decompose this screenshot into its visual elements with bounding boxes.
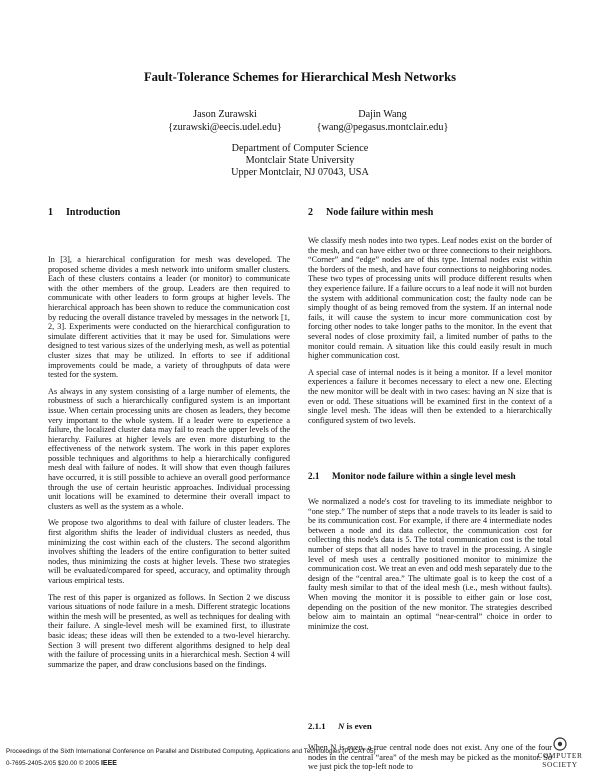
- section-title-var: N: [338, 721, 345, 731]
- computer-society-logo: [528, 737, 592, 769]
- section-heading-monitor-single: [308, 471, 516, 481]
- footer-isbn: 0-7695-2405-2/05 $20.00 © 2005: [6, 760, 100, 767]
- paragraph: We propose two algorithms to deal with failure of cluster leaders. The first algorithm shifts the leader of individual clusters as needed, thus minimizing the cost within each of the clusters. The second algorithm involves shifting the leaders of the entire configuration to better suited nodes, thus minimizing the costs at higher levels. These two strategies will be evaluated/compared for speed, accuracy, and optimality through various empirical tests.: [48, 518, 290, 585]
- author-email: {wang@pegasus.montclair.edu}: [316, 122, 449, 133]
- left-column-body: [48, 255, 290, 669]
- paragraph: In [3], a hierarchical configuration for mesh was developed. The proposed scheme divides a mesh network into uniform smaller clusters. Each of these clusters contains a leader (or monitor) to communicate with the other members of the group. Leaders are then required to communicate with other leaders to form groups at higher levels. The hierarchical approach has been shown to reduce the communication cost by reducing the overall distance traveled by messages in the network [1, 2, 3]. Experiments were conducted on the hierarchical configuration to simulate different activities that it may be used for. Simulations were designed to test various sizes of the underlying mesh, as well as potential cluster sizes that may be utilized. In efforts to see if additional improvements could be made, a variety of throughputs of data were tested for the system.: [48, 255, 290, 380]
- author-block-2: [300, 108, 465, 134]
- section-title: Introduction: [66, 207, 121, 218]
- affiliation-address: Upper Montclair, NJ 07043, USA: [231, 167, 369, 178]
- paragraph: A special case of internal nodes is it being a monitor. If a level monitor experiences a failure it becomes necessary to elect a new one. Electing the new monitor will be dealt with in two cases: having an N size that is even or odd. These situations will be examined first in the context of a single level mesh. The ideas will then be extended to a hierarchically configured system of two levels.: [308, 367, 552, 425]
- affiliation-dept: Department of Computer Science: [231, 143, 369, 154]
- footer-proceedings: Proceedings of the Sixth International Conference on Parallel and Distributed Computing, Applications and Technologies (PDCAT'05): [6, 748, 376, 755]
- right-column-body-a: [308, 236, 552, 425]
- author-email: {zurawski@eecis.udel.edu}: [168, 122, 282, 133]
- section-number: 1: [48, 207, 53, 218]
- affiliation: [0, 143, 600, 179]
- section-heading-introduction: [48, 207, 120, 218]
- section-title: Monitor node failure within a single level mesh: [332, 471, 516, 481]
- footer-copyright: [6, 760, 117, 767]
- affiliation-univ: Montclair State University: [245, 155, 355, 166]
- section-title: is even: [344, 721, 372, 731]
- author-name: Dajin Wang: [358, 109, 407, 120]
- section-heading-n-even: [308, 721, 372, 731]
- logo-word-top: COMPUTER: [537, 751, 583, 760]
- paragraph: We classify mesh nodes into two types. Leaf nodes exist on the border of the mesh, and can have either two or three connections to their neighbors. “Corner” and “edge” nodes are of this type. Internal nodes exist within the borders of the mesh, and have four connections to neighboring nodes. These two types of processing units will produce different results when they experience failure. If a failure occurs to a leaf node it will not burden the system with additional communication cost; the faulty node can be simply thought of as being removed from the system. If an internal node fails, it will cause the system to incur more communication cost by forcing other nodes to take longer paths to the monitor. In the event that several nodes of close proximity fail, a limited number of paths to the monitor could remain. A situation like this could easily result in much higher communication cost.: [308, 236, 552, 361]
- paragraph: The rest of this paper is organized as follows. In Section 2 we discuss various situations of node failure in a mesh. Different strategic locations within the mesh will be presented, as well as techniques for dealing with their failure. A single-level mesh will be examined first, to illustrate basic ideas; these ideas will then be extended to a two-level hierarchy. Section 3 will present two different algorithms designed to help deal with the failure of processing units in a hierarchical mesh. Section 4 will summarize the paper, and draw conclusions based on the findings.: [48, 592, 290, 669]
- right-column-body-b: [308, 497, 552, 631]
- author-block-1: [150, 108, 300, 134]
- paragraph: As always in any system consisting of a large number of elements, the robustness of such a hierarchically configured system is an important issue. When certain processing units are chosen as leaders, they become very important to the whole system. If a leader were to experience a failure, the localized cluster data may fail to reach the upper levels of the hierarchy. Failures at higher levels are even more disturbing to the effectiveness of the network system. The work in this paper explores possible techniques and algorithms to help a hierarchically configured mesh deal with failure of nodes. It will show that even though failures have occurred, it is still possible to achieve an overall good performance through the use of certain heuristic approaches. Individual processing unit locations will be examined to determine their overall impact to clusters as well as the system as a whole.: [48, 386, 290, 511]
- section-number: 2.1.1: [308, 721, 326, 731]
- logo-word-bottom: SOCIETY: [542, 760, 578, 769]
- section-number: 2.1: [308, 471, 320, 481]
- computer-society-emblem-icon: [528, 737, 592, 751]
- paper-title: Fault-Tolerance Schemes for Hierarchical Mesh Networks: [143, 70, 457, 84]
- ieee-mark: IEEE: [100, 760, 117, 767]
- paragraph: We normalized a node's cost for traveling to its immediate neighbor to “one step.” The number of steps that a node travels to its leader is said to be its communication cost. For example, if there are 4 intermediate nodes between a node and its data collector, the communication cost for collecting this node's data is 5. The total communication cost is the total number of steps that all nodes have to travel in the processing. A single level of mesh uses a centrally positioned monitor to minimize the communication cost. We treat an even and odd mesh separately due to the design of the “central area.” The ultimate goal is to keep the cost of a faulty mesh similar to that of the ideal mesh (i.e., mesh without faults). When moving the monitor it is possible to either gain or lose cost, depending on the position of the new monitor. The strategies described below aim to maintain an optimal “near-central” choice in order to minimize the cost.: [308, 497, 552, 631]
- paragraph: When N is even, a true central node does not exist. Any one of the four nodes in the central “area” of the mesh may be picked as the monitor. So we just pick the top-left node to: [308, 743, 552, 772]
- section-number: 2: [308, 207, 313, 218]
- section-title: Node failure within mesh: [326, 207, 434, 218]
- author-name: Jason Zurawski: [193, 109, 257, 120]
- section-heading-node-failure: [308, 207, 433, 218]
